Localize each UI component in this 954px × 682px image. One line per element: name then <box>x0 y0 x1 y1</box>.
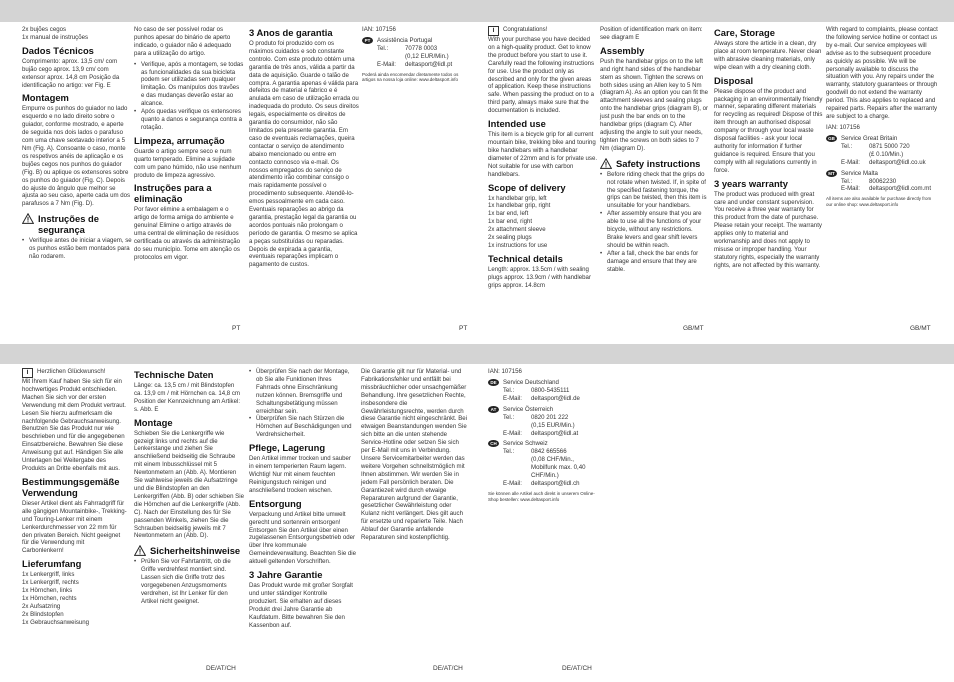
heading-montagem: Montagem <box>22 92 69 104</box>
footer-de-3: DE/AT/CH <box>562 665 592 672</box>
pflege-text: Den Artikel immer trocken und sauber in einem temperierten Raum lagern. Wichtig! Nur mit einem feuchten Reinigungstuch reinigen und anschließend trocken wischen. <box>249 455 351 494</box>
gb-badge: GB <box>826 135 837 142</box>
pt-badge: PT <box>362 37 373 44</box>
service-at: AT Service Österreich Tel.: 0820 201 222 (0,15 EUR/Min.) E-Mail: deltasport@lidl.at <box>488 406 600 438</box>
heading-limpeza: Limpeza, arrumação <box>134 134 225 146</box>
top-band <box>0 0 954 22</box>
top-page <box>0 22 954 344</box>
info-book-icon: i <box>22 368 33 378</box>
safety-heading-de: Sicherheitshinweise <box>134 543 244 558</box>
service-ch: CH Service Schweiz Tel.: 0842 665566 (0,08 CHF/Min., Mobilfunk max. 0,40 CHF/Min.) E-Mail: deltasport@lidl.ch <box>488 440 600 488</box>
heading-disposal: Disposal <box>714 74 754 86</box>
care-text: Always store the article in a clean, dry place at room temperature. Never clean with abrasive cleaning materials, only wipe clean with a dry cleaning cloth. <box>714 40 822 71</box>
ian: IAN: 107156 <box>826 123 860 131</box>
dados-text: Comprimento: aprox. 13,5 cm/ com bujão cego aprox. 13,9 cm/ com extensor aprox. 14,8 cm Posição da identificação no artigo: ver Fig. E <box>22 57 120 89</box>
intro-text: With your purchase you have decided on a high-quality product. Get to know the product before you start to use it. Carefully read the following instructions for use. Use the product only as described and only for the given areas of application. Keep these instructions safe. When passing the product on to a third party, always make sure that the documentation is included. <box>488 36 595 115</box>
footer-pt-1: PT <box>232 325 241 332</box>
garantia-text: O produto foi produzido com os máximos cuidados e sob constante controlo. Com este produto obtém uma garantia de três anos, válida a partir da data de aquisição. Guarde o talão de compra. A garantia apenas é válida para defeitos de material e fabrico e é anulada em caso de utilização errada ou inadequada do produto. Os seus direitos legais, especialmente os direitos de garantia do consumidor, não são limitados pela presente garantia. Em caso de eventuais reclamações, queira contactar o serviço de atendimento abaixo mencionado ou entre em contacto connosco via e-mail. Os nossos empregados do serviço de atendimento irão combinar consigo o mais rapidamente possível o procedimento subsequente. Atendê-lo-emos pessoalmente em cada caso. Eventuais reparações ao abrigo da garantia, prestação legal da garantia ou acordos pontuais não prolongam o período de garantia. O mesmo se aplica a peças substituídas ou reparadas. Depois de expirada a garantia, eventuais reparações implicam o pagamento de custos. <box>249 40 359 269</box>
safety-list: • Prüfen Sie vor Fahrtantritt, ob die Griffe verdrehfest montiert sind. Lassen sich die Griffe trotz des vorgegebenen Anzugsmoments verdrehen, ist Ihr Lenker für den Artikel nicht geeignet. <box>134 558 244 605</box>
service-de: DE Service Deutschland Tel.: 0800-5435111 E-Mail: deltasport@lidl.de <box>488 379 600 403</box>
gb-col-4 <box>826 26 938 211</box>
intro-block: i Congratulations! <box>488 26 598 36</box>
info-book-icon: i <box>488 26 499 36</box>
complaints-text: With regard to complaints, please contact the following service hotline or contact us by e-mail. Our service employees will advise as to the subsequent procedure as quickly as possible. We will be personally available to discuss the situation with you. Any repairs under the warranty, statutory guarantees or through goodwill do not extend the warranty period. This also applies to replaced and repaired parts. Repairs after the warranty are subject to a charge. <box>826 26 938 120</box>
warranty-text: The product was produced with great care and under constant supervision. You receive a three year warranty for this product from the date of purchase. Please retain your receipt. The warranty applies only to material and workmanship and does not apply to misuse or improper handling. Your statutory rights, especially the warranty rights, are not affected by this warranty. <box>714 190 822 269</box>
heading-tech: Technical details <box>488 252 563 264</box>
gb-col-3 <box>714 24 824 273</box>
at-badge: AT <box>488 406 499 413</box>
warranty-text: Die Garantie gilt nur für Material- und Fabrikationsfehler und entfällt bei missbräuchlicher oder unsachgemäßer Behandlung. Ihre gesetzlichen Rechte, insbesondere die Gewährleistungsrechte, werden durch diese Garantie nicht eingeschränkt. Bei etwaigen Beanstandungen wenden Sie sich bitte an die unten stehende Service-Hotline oder setzen Sie sich per E-Mail mit uns in Verbindung. Unsere Servicemitarbeiter werden das weitere Vorgehen schnellstmöglich mit Ihnen abstimmen. Wir werden Sie in jedem Fall persönlich beraten. Die Garantiezeit wird durch etwaige Reparaturen aufgrund der Garantie, gesetzlicher Gewährleistung oder Kulanz nicht verlängert. Dies gilt auch für ersetzte und reparierte Teile. Nach Ablauf der Garantie anfallende Reparaturen sind kostenpflichtig. <box>361 368 468 542</box>
disposal-text: Please dispose of the product and packaging in an environmentally friendly manner, separating different materials for recycling as required! Dispose of this item through an authorised disposal company or through your local waste disposal facilities - ask your local authority for information if further guidance is required. Ensure that you comply with all regulations currently in force. <box>714 87 823 174</box>
service-mt: MT Service Malta Tel.: 80062230 E-Mail: deltasport@lidl.com.mt <box>826 170 938 194</box>
bestimmung-text: Dieser Artikel dient als Fahrradgriff für alle gängigen Mountainbike-, Trekking- und Touring-Lenker mit einem Lenkerdurchmesser von 22 mm für den privaten Bereich. Nicht geeignet für die Verwendung mit Carbonlenkern! <box>22 499 127 555</box>
heading-intended: Intended use <box>488 118 546 130</box>
tech-text: Länge: ca. 13,5 cm / mit Blindstopfen ca. 13,9 cm / mit Hörnchen ca. 14,8 cm Position der Kennzeichnung am Artikel: s. Abb. E <box>134 382 241 413</box>
online-note: Poderá ainda encomendar diretamente todos os artigos na nossa loja online: www.deltasport.info <box>362 71 459 83</box>
de-col-4 <box>361 368 469 545</box>
limpeza-text: Guarde o artigo sempre seco e num quarto temperado. Elimine a sujidade com um pano húmido, não use nenhum produto de limpeza agressivo. <box>134 147 242 179</box>
heading-elim: Instruções para a eliminação <box>134 182 212 205</box>
warning-icon <box>134 545 146 556</box>
footer-gb-1: GB/MT <box>683 325 704 332</box>
pt-col-3 <box>249 24 359 272</box>
online-note: All items are also available for purchase directly from our online shop: www.deltasport.info <box>826 196 932 208</box>
safety-heading-pt: Instruções de segurança <box>22 211 132 237</box>
heading-bestimmung: Bestimmungsgemäße Verwendung <box>22 475 120 498</box>
pre-text: Position of identification mark on item: see diagram E <box>600 26 703 41</box>
safety-list: • Before riding check that the grips do not rotate when twisted. If, in spite of the specified fastening torque, the grips can be twisted, then this item is unsuitable for your handlebars. • After assembly ensure that you are able to use all the functions of your bicycle, without any restrictions. Brake levers and gear shift levers should be within reach. • After a fall, check the bar ends for damage and ensure that they are stable. <box>600 171 710 274</box>
heading-warranty: 3 years warranty <box>714 177 789 189</box>
intro-text: Mit Ihrem Kauf haben Sie sich für ein hochwertiges Produkt entschieden. Machen Sie sich vor der ersten Verwendung mit dem Produkt vertraut. Lesen Sie hierzu aufmerksam die nachfolgende Gebrauchsanweisung. Benutzen Sie das Produkt nur wie beschrieben und für die angegebenen Einsatzbereiche. Bewahren Sie diese Anweisung gut auf. Händigen Sie alle Unterlagen bei Weitergabe des Produkts an Dritte ebenfalls mit aus. <box>22 378 126 472</box>
de-col-1 <box>22 368 127 630</box>
warning-icon <box>600 158 612 169</box>
elim-text: Por favor elimine a embalagem e o artigo de forma amiga do ambiente e genuína! Elimine o artigo através de uma central de eliminação de resíduos certificada ou através da administração do seu município. Tome em atenção os protocolos em vigor. <box>134 206 241 261</box>
entsorgung-text: Verpackung und Artikel bitte umwelt gerecht und sortenrein entsorgen! Entsorgen Sie den Artikel über einen zugelassenen Entsorgungsbetrieb oder über Ihre kommunale Gemeindeverwaltung. Beachten Sie die aktuell geltenden Vorschriften. <box>249 510 357 566</box>
heading-garantia: 3 Anos de garantia <box>249 27 333 38</box>
lines-a: 2x bujões cegos 1x manual de instruções <box>22 26 89 41</box>
heading-tech: Technische Daten <box>134 369 214 380</box>
heading-entsorgung: Entsorgung <box>249 497 302 509</box>
heading-care: Care, Storage <box>714 27 775 38</box>
de-badge: DE <box>488 379 499 386</box>
liefer-list: 1x Lenkergriff, links 1x Lenkergriff, rechts 1x Hörnchen, links 1x Hörnchen, rechts 2x Aufsatzring 2x Blindstopfen 1x Gebrauchsanweisung <box>22 571 90 626</box>
pt-col-4 <box>362 26 472 86</box>
mt-badge: MT <box>826 170 837 177</box>
heading-pflege: Pflege, Lagerung <box>249 442 326 454</box>
heading-dados: Dados Técnicos <box>22 44 94 56</box>
checks-list: • Überprüfen Sie nach der Montage, ob Sie alle Funktionen Ihres Fahrrads ohne Einschränkung nutzen können. Bremsgriffe und Schaltungsbetätigung müssen erreichbar sein. • Überprüfen Sie nach Stürzen die Hörnchen auf Beschädigungen und Verdrehsicherheit. <box>249 368 357 439</box>
online-note: Sie können alle Artikel auch direkt in unserem Online-Shop bestellen: www.deltasport.info <box>488 491 595 502</box>
gb-col-1 <box>488 26 598 293</box>
footer-gb-2: GB/MT <box>910 325 931 332</box>
heading-assembly: Assembly <box>600 44 645 56</box>
ian: IAN: 107156 <box>362 26 396 33</box>
garantie-text: Das Produkt wurde mit großer Sorgfalt und unter ständiger Kontrolle produziert. Sie erhalten auf dieses Produkt drei Jahre Garantie ab Kaufdatum. Bitte bewahren Sie den Kassenbon auf. <box>249 582 353 629</box>
footer-de-2: DE/AT/CH <box>433 665 463 672</box>
tech-text: Length: approx. 13.5cm / with sealing plugs approx. 13.9cm / with handlebar grips approx. 14.8cm <box>488 265 591 289</box>
de-col-3 <box>249 368 357 632</box>
heading-scope: Scope of delivery <box>488 181 566 193</box>
warning-icon <box>22 213 34 224</box>
heading-garantie: 3 Jahre Garantie <box>249 569 323 581</box>
intro-block: i Herzlichen Glückwunsch! <box>22 368 127 378</box>
safety-list: • Verifique antes de iniciar a viagem, se os punhos estão bem montados para não rodarem. <box>22 237 132 261</box>
de-col-5 <box>488 368 600 506</box>
middle-band <box>0 344 954 364</box>
safety-heading-gb: Safety instructions <box>600 156 710 171</box>
heading-lieferumfang: Lieferumfang <box>22 558 82 570</box>
bottom-page <box>0 364 954 682</box>
ch-badge: CH <box>488 440 499 447</box>
heading-montage: Montage <box>134 416 173 428</box>
footer-de-1: DE/AT/CH <box>206 665 236 672</box>
ian: IAN: 107156 <box>488 368 522 375</box>
pt-col-1 <box>22 26 132 264</box>
footer-pt-2: PT <box>459 325 468 332</box>
assembly-text: Push the handlebar grips on to the left and right hand sides of the handlebar stem as shown. Tighten the screws on both sides using an Allen key to 5 Nm (diagram A). As an option you can fit the attachment sleeves and sealing plugs onto the handlebar grips (diagram B), or just push the bar ends on to the handlebar grips (diagram C). After adjusting the angle to suit your needs, tighten the screws on both sides to 7 Nm (diagram D). <box>600 57 709 152</box>
gb-col-2 <box>600 26 710 276</box>
checks-list: • Verifique, após a montagem, se todas as funcionalidades da sua bicicleta podem ser utilizadas sem qualquer limitação. Os manípulos dos travões e das mudanças deverão estar ao alcance. • Após quedas verifique os extensores quanto a danos e segurança contra a rotação. <box>134 61 244 132</box>
service-pt: PT Assistência Portugal Tel.: 70778 0003 (0,12 EUR/Min.) E-Mail: deltasport@lidl.pt <box>362 37 472 69</box>
pre-text: No caso de ser possível rodar os punhos apesar do binário de aperto indicado, o guiador não é adequado para a utilização do artigo. <box>134 26 232 57</box>
montage-text: Schieben Sie die Lenkergriffe wie gezeigt links und rechts auf die Lenkerstange und ziehen Sie anschließend beidseitig die Schraube mit einem Inbusschlüssel mit 5 Newtonmetern an (Abb. A). Montieren Sie wahlweise jeweils die Aufsatzringe und die Blindstopfen an den Lenkergriffen (Abb. B) oder schieben Sie die Hörnchen auf die Lenkergriffe (Abb. C). Nach der Einstellung des für Sie passenden Winkels, ziehen Sie die Schrauben beidseitig jeweils mit 7 Newtonmetern an (Abb. D). <box>134 429 244 540</box>
scope-list: 1x handlebar grip, left 1x handlebar grip, right 1x bar end, left 1x bar end, right 2x attachment sleeve 2x sealing plugs 1x instructions for use <box>488 194 551 249</box>
pt-col-2 <box>134 26 244 265</box>
montagem-text: Empurre os punhos do guiador no lado esquerdo e no lado direito sobre o guiador, conforme mostrado, e aperte de seguida nos dois lados o parafuso com uma chave sextavado interior a 5 Nm (Fig. A). Consoante o caso, monte os respetivos anéis de aplicação e os bujões cegos nos punhos do guiador (Fig. B) ou aplique os extensores sobre os punhos do guiador (Fig. C). Depois do ajuste do ângulo que melhor se ajusta ao seu caso, aperte cada um dos parafusos a 7 Nm (Fig. D). <box>22 105 131 208</box>
service-gb: GB Service Great Britain Tel.: 0871 5000 720 (£ 0.10/Min.) E-Mail: deltasport@lidl.co.uk <box>826 135 938 167</box>
de-col-2 <box>134 366 244 609</box>
intended-text: This item is a bicycle grip for all current mountain bike, trekking bike and touring bike handlebars with a handlebar diameter of 22mm and is for private use. Not suitable for use with carbon handlebars. <box>488 131 598 178</box>
